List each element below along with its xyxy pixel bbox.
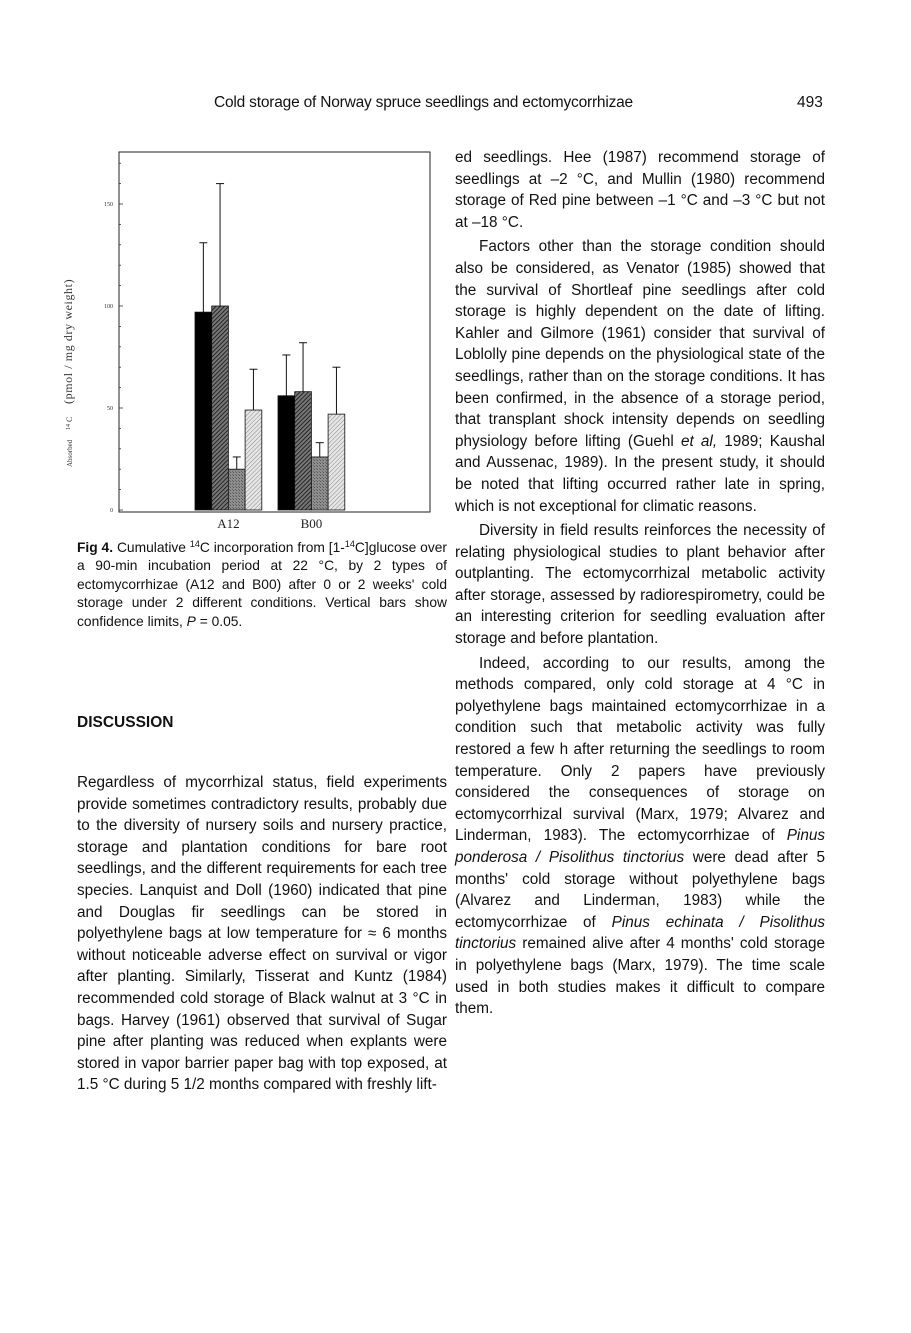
bar-a12-4 bbox=[245, 410, 262, 510]
svg-text:150: 150 bbox=[104, 202, 113, 208]
svg-text:Absorbed: Absorbed bbox=[66, 439, 74, 467]
bar-a12-1 bbox=[195, 312, 212, 510]
bar-b00-1 bbox=[278, 396, 295, 510]
bar-a12-3 bbox=[228, 469, 245, 510]
paragraph: ed seedlings. Hee (1987) recommend storage of seedlings at –2 °C, and Mullin (1980) recommend storage of Red pine between –1 °C and –3 °C but not at –18 °C. bbox=[455, 149, 825, 231]
bar-a12-2 bbox=[212, 306, 229, 510]
svg-text:0: 0 bbox=[110, 508, 113, 514]
paragraph: Factors other than the storage condition should also be considered, as Venator (1985) showed that the survival of Shortleaf pine seedlings after cold storage is highly dependent on the date of lifting. Kahler and Gilmore (1961) consider that survival of Loblolly pine depends on the physiological state of the seedlings, rather than on the storage conditions. It has been confirmed, in the absence of a storage period, that transplant shock intensity depends on seedling physiology before lifting (Guehl et al, 1989; Kaushal and Aussenac, 1989). In the present study, it should be noted that lifting occurred rather late in spring, which is not exceptional for climatic reasons. bbox=[455, 238, 825, 515]
section-heading: DISCUSSION bbox=[77, 714, 174, 731]
paragraph: Regardless of mycorrhizal status, field experiments provide sometimes contradictory results, probably due to the diversity of nursery soils and nursery practice, storage and plantation conditions for bare root seedlings, and the different requirements for each tree species. Lanquist and Doll (1960) indicated that pine and Douglas fir seedlings can be stored in polyethylene bags at low temperature for ≈ 6 months without noticeable adverse effect on survival or vigor after planting. Similarly, Tisserat and Kuntz (1984) recommended cold storage of Black walnut at 3 °C in bags. Harvey (1961) observed that survival of Sugar pine after planting was reduced when explants were stored in vapor barrier paper bag with top exposed, at 1.5 °C during 5 1/2 months compared with freshly lift- bbox=[77, 774, 447, 1094]
paragraph: Indeed, according to our results, among the methods compared, only cold storage at 4 °C in polyethylene bags maintained ectomycorrhizae in a condition such that metabolic activity was fully restored a few h after returning the seedlings to room temperature. Only 2 papers have previously considered the consequences of storage on ectomycorrhizal survival (Marx, 1979; Alvarez and Linderman, 1983). The ectomycorrhizae of Pinus ponderosa / Pisolithus tinctorius were dead after 5 months' cold storage without polyethylene bags (Alvarez and Linderman, 1983) while the ectomycorrhizae of Pinus echinata / Pisolithus tinctorius remained alive after 4 months' cold storage in polyethylene bags (Marx, 1979). The time scale used in both studies makes it difficult to compare them. bbox=[455, 654, 825, 1018]
bars bbox=[195, 184, 345, 510]
svg-text:A12: A12 bbox=[217, 516, 240, 531]
left-column-body bbox=[77, 772, 447, 1096]
bar-b00-4 bbox=[328, 414, 345, 510]
svg-text:100: 100 bbox=[104, 304, 113, 310]
right-column-body bbox=[455, 147, 825, 1020]
svg-text:14: 14 bbox=[66, 424, 72, 430]
page-number: 493 bbox=[797, 94, 823, 111]
svg-text:(pmol / mg dry weight): (pmol / mg dry weight) bbox=[61, 278, 75, 404]
figure-caption: Fig 4. Cumulative $^{14}$C incorporation from [1-$^{14}$C]glucose over a 90-min incubation period at 22 °C, by 2 types of ectomycorrhizae (A12 and B00) after 0 or 2 weeks' cold storage under 2 different conditions. Vertical bars show confidence limits, P = 0.05. bbox=[77, 539, 447, 629]
running-head: Cold storage of Norway spruce seedlings and ectomycorrhizae bbox=[214, 94, 633, 111]
figure-label: Fig 4. bbox=[77, 540, 114, 555]
bar-b00-3 bbox=[311, 457, 328, 510]
figure-4-bar-chart bbox=[50, 145, 440, 540]
svg-text:B00: B00 bbox=[300, 516, 323, 531]
bar-b00-2 bbox=[295, 392, 312, 510]
paragraph: Diversity in field results reinforces the necessity of relating physiological studies to plant behavior after outplanting. The ectomycorrhizal metabolic activity after storage, assessed by radiorespirometry, could be an interesting criterion for seedling evaluation after storage and before plantation. bbox=[455, 522, 825, 648]
svg-text:50: 50 bbox=[107, 406, 113, 412]
svg-text:C: C bbox=[65, 416, 74, 422]
plot-frame bbox=[119, 152, 430, 512]
